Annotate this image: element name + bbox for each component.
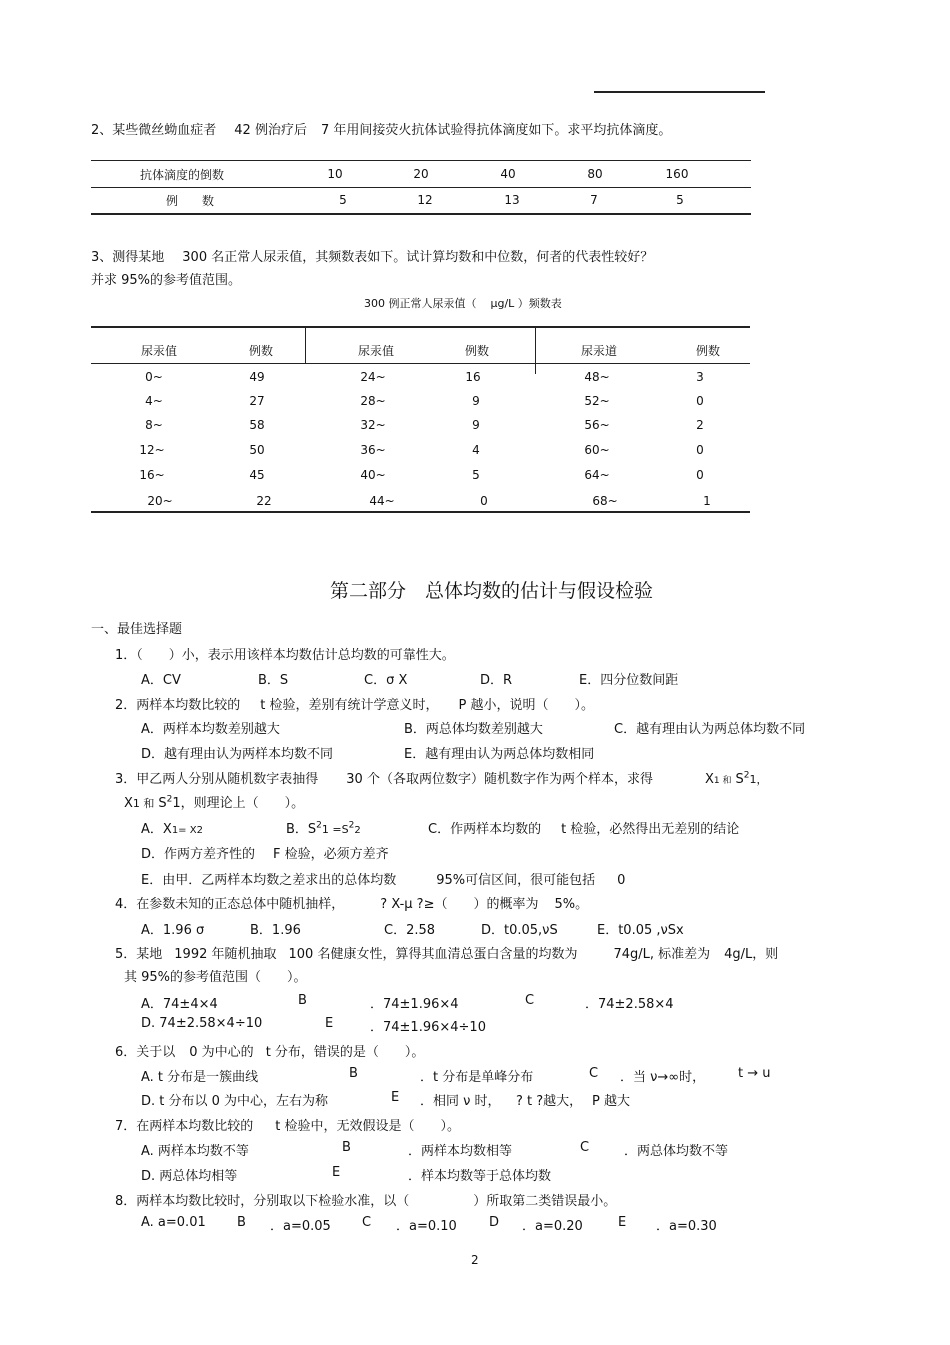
mcq-5-option-letter: C bbox=[525, 993, 535, 1008]
freq-cell: 4 bbox=[472, 443, 480, 457]
mcq-6-option-letter: E bbox=[391, 1090, 400, 1105]
mcq-8-option: ．a=0.20 bbox=[522, 1219, 583, 1234]
mcq-7-option: ．样本均数等于总体均数 bbox=[408, 1169, 552, 1184]
q2-row2-cell: 7 bbox=[590, 193, 598, 207]
freq-cell: 60~ bbox=[584, 443, 610, 457]
freq-cell: 0~ bbox=[145, 370, 163, 384]
freq-header: 尿汞值 bbox=[140, 344, 177, 358]
mcq-5-option-letter: E bbox=[325, 1016, 334, 1031]
mcq-5-option: A．74±4×4 bbox=[141, 997, 218, 1012]
q2-table-mid-rule bbox=[91, 187, 751, 188]
freq-cell: 58 bbox=[249, 418, 265, 432]
freq-cell: 3 bbox=[696, 370, 704, 384]
mcq-6-option-letter: C bbox=[589, 1066, 599, 1081]
freq-cell: 36~ bbox=[360, 443, 386, 457]
mcq-2-option: A．两样本均数差别越大 bbox=[141, 722, 280, 737]
freq-header: 例数 bbox=[464, 344, 489, 358]
mcq-5-option: ．74±1.96×4 bbox=[370, 997, 459, 1012]
mcq-6-option: ．相同 ν 时， bbox=[420, 1094, 501, 1109]
mcq-4-option: A．1.96 σ bbox=[141, 923, 205, 938]
mcq-8-option: ．a=0.10 bbox=[396, 1219, 457, 1234]
q3-line1: 3、测得某地 300 名正常人尿汞值，其频数表如下。试计算均数和中位数，何者的代表性较好？ bbox=[91, 250, 654, 265]
mcq-7-option: ．两总体均数不等 bbox=[624, 1144, 729, 1159]
freq-cell: 0 bbox=[696, 443, 704, 457]
freq-cell: 52~ bbox=[584, 394, 610, 408]
mcq-8-option: A. a=0.01 bbox=[141, 1215, 206, 1230]
mcq-3-line2: X1 和 $S^21$，则理论上（ ）。 bbox=[124, 794, 305, 811]
mcq-3-option-a: A．X1= X2 bbox=[141, 822, 203, 837]
freq-cell: 20~ bbox=[147, 494, 173, 508]
mcq-8-option-letter: B bbox=[237, 1215, 246, 1230]
mcq-8-option-letter: C bbox=[362, 1215, 372, 1230]
freq-table-header-rule bbox=[91, 363, 750, 364]
freq-cell: 68~ bbox=[592, 494, 618, 508]
mcq-1-option: A．CV bbox=[141, 673, 181, 688]
mcq-3-option-c: C．作两样本均数的 t 检验，必然得出无差别的结论 bbox=[428, 822, 740, 837]
freq-cell: 0 bbox=[480, 494, 488, 508]
freq-cell: 32~ bbox=[360, 418, 386, 432]
mcq-8-option: ．a=0.30 bbox=[656, 1219, 717, 1234]
mcq-5-option: ．74±2.58×4 bbox=[585, 997, 674, 1012]
q2-row2-cell: 5 bbox=[339, 193, 347, 207]
mcq-3-option-d: D．作两方差齐性的 F 检验，必须方差齐 bbox=[141, 847, 389, 862]
freq-cell: 22 bbox=[256, 494, 272, 508]
freq-cell: 45 bbox=[249, 468, 265, 482]
q2-row1-cell: 10 bbox=[327, 167, 343, 181]
freq-cell: 16 bbox=[465, 370, 481, 384]
q2-row2-cell: 5 bbox=[676, 193, 684, 207]
freq-cell: 40~ bbox=[360, 468, 386, 482]
mcq-6-option: A. t 分布是一簇曲线 bbox=[141, 1070, 259, 1085]
q2-row1-cell: 160 bbox=[665, 167, 689, 181]
q2-table-top-rule bbox=[91, 160, 751, 161]
q2-row2-cell: 13 bbox=[504, 193, 520, 207]
mcq-2-option: D．越有理由认为两样本均数不同 bbox=[141, 747, 334, 762]
freq-cell: 0 bbox=[696, 394, 704, 408]
mcq-5-option-letter: B bbox=[298, 993, 307, 1008]
mcq-4-option: C．2.58 bbox=[384, 923, 436, 938]
freq-cell: 8~ bbox=[145, 418, 163, 432]
freq-cell: 56~ bbox=[584, 418, 610, 432]
mcq-6-option: ．当 ν→∞时， bbox=[620, 1070, 706, 1085]
q2-row1-cell: 20 bbox=[413, 167, 429, 181]
top-rule bbox=[594, 91, 765, 93]
mcq-6-option-letter: B bbox=[349, 1066, 358, 1081]
freq-cell: 27 bbox=[249, 394, 265, 408]
mcq-1-option: C．σ X bbox=[364, 673, 408, 688]
freq-header: 例数 bbox=[248, 344, 273, 358]
q2-row2-label: 例 数 bbox=[166, 194, 215, 208]
freq-cell: 4~ bbox=[145, 394, 163, 408]
q2-row2-cell: 12 bbox=[417, 193, 433, 207]
q2-row1-cell: 80 bbox=[587, 167, 603, 181]
page-number: 2 bbox=[471, 1253, 479, 1267]
freq-header: 尿汞值 bbox=[357, 344, 394, 358]
mcq-1: 1．（ ）小，表示用该样本均数估计总均数的可靠性大。 bbox=[115, 648, 455, 663]
mcq-2-option: B．两总体均数差别越大 bbox=[404, 722, 543, 737]
mcq-5: 5．某地 1992 年随机抽取 100 名健康女性，算得其血清总蛋白含量的均数为 74g/L, 标准差为 4g/L，则 bbox=[115, 947, 779, 962]
freq-cell: 12~ bbox=[139, 443, 165, 457]
mcq-6: 6．关于以 0 为中心的 t 分布，错误的是（ ）。 bbox=[115, 1045, 425, 1060]
mcq-6-option: ．t 分布是单峰分布 bbox=[420, 1070, 534, 1085]
mcq-5-line2: 其 95%的参考值范围（ ）。 bbox=[124, 970, 307, 985]
section-heading: 一、最佳选择题 bbox=[91, 622, 183, 637]
mcq-1-option: E．四分位数间距 bbox=[579, 673, 679, 688]
freq-table-divider bbox=[535, 326, 536, 374]
mcq-6-option: D. t 分布以 0 为中心，左右为称 bbox=[141, 1094, 329, 1109]
freq-cell: 50 bbox=[249, 443, 265, 457]
mcq-7: 7．在两样本均数比较的 t 检验中，无效假设是（ ）。 bbox=[115, 1119, 461, 1134]
table-caption: 300 例正常人尿汞值（ μg/L ）频数表 bbox=[364, 297, 562, 310]
mcq-6-option: ? t ?越大， bbox=[516, 1094, 583, 1109]
mcq-7-option: ．两样本均数相等 bbox=[408, 1144, 513, 1159]
mcq-4-option: D．t0.05,νS bbox=[481, 923, 558, 938]
mcq-3-option-e: E．由甲．乙两样本均数之差求出的总体均数 95%可信区间，很可能包括 0 bbox=[141, 873, 626, 888]
mcq-2-option: E．越有理由认为两总体均数相同 bbox=[404, 747, 595, 762]
mcq-3: 3．甲乙两人分别从随机数字表抽得 30 个（各取两位数字）随机数字作为两个样本，求得 X1 和 $S^21$， bbox=[115, 770, 768, 787]
mcq-1-option: D．R bbox=[480, 673, 513, 688]
q2-row1-cell: 40 bbox=[500, 167, 516, 181]
q2-text: 2、某些微丝蚴血症者 42 例治疗后 7 年用间接荧火抗体试验得抗体滴度如下。求平均抗体滴度。 bbox=[91, 123, 672, 138]
mcq-8-option-letter: D bbox=[489, 1215, 500, 1230]
freq-cell: 28~ bbox=[360, 394, 386, 408]
freq-cell: 16~ bbox=[139, 468, 165, 482]
mcq-8-option: ．a=0.05 bbox=[270, 1219, 331, 1234]
freq-cell: 9 bbox=[472, 418, 480, 432]
freq-cell: 5 bbox=[472, 468, 480, 482]
part2-title: 第二部分 总体均数的估计与假设检验 bbox=[330, 580, 654, 602]
freq-cell: 1 bbox=[703, 494, 711, 508]
mcq-8: 8．两样本均数比较时，分别取以下检验水准，以（ ）所取第二类错误最小。 bbox=[115, 1194, 617, 1209]
mcq-6-option: t → u bbox=[738, 1066, 771, 1081]
freq-cell: 49 bbox=[249, 370, 265, 384]
freq-cell: 0 bbox=[696, 468, 704, 482]
freq-cell: 24~ bbox=[360, 370, 386, 384]
mcq-2-option: C．越有理由认为两总体均数不同 bbox=[614, 722, 806, 737]
q3-line2: 并求 95%的参考值范围。 bbox=[91, 273, 242, 288]
freq-table-top-rule bbox=[91, 326, 750, 328]
freq-cell: 48~ bbox=[584, 370, 610, 384]
mcq-7-option: D. 两总体均相等 bbox=[141, 1169, 238, 1184]
freq-cell: 64~ bbox=[584, 468, 610, 482]
mcq-4-option: B．1.96 bbox=[250, 923, 301, 938]
freq-table-divider bbox=[305, 326, 306, 364]
mcq-7-option: A. 两样本均数不等 bbox=[141, 1144, 249, 1159]
mcq-2: 2．两样本均数比较的 t 检验，差别有统计学意义时， P 越小，说明（ ）。 bbox=[115, 698, 594, 713]
mcq-7-option-letter: C bbox=[580, 1140, 590, 1155]
mcq-7-option-letter: B bbox=[342, 1140, 351, 1155]
freq-header: 尿汞道 bbox=[580, 344, 617, 358]
mcq-3-option-b: B．$S^21 =S^22$ bbox=[286, 820, 361, 837]
mcq-5-option: D. 74±2.58×4÷10 bbox=[141, 1016, 263, 1031]
freq-cell: 9 bbox=[472, 394, 480, 408]
q2-table-bottom-rule bbox=[91, 213, 751, 215]
freq-table-bottom-rule bbox=[91, 511, 750, 513]
q2-row1-label: 抗体滴度的倒数 bbox=[140, 168, 225, 182]
mcq-5-option: ．74±1.96×4÷10 bbox=[370, 1020, 486, 1035]
mcq-8-option-letter: E bbox=[618, 1215, 627, 1230]
freq-cell: 2 bbox=[696, 418, 704, 432]
freq-cell: 44~ bbox=[369, 494, 395, 508]
mcq-7-option-letter: E bbox=[332, 1165, 341, 1180]
mcq-1-option: B．S bbox=[258, 673, 289, 688]
mcq-4: 4．在参数未知的正态总体中随机抽样， ? X-μ ?≥（ ）的概率为 5%。 bbox=[115, 897, 589, 912]
mcq-4-option: E．t0.05 ,νSx bbox=[597, 923, 684, 938]
mcq-6-option: P 越大 bbox=[592, 1094, 630, 1109]
freq-header: 例数 bbox=[695, 344, 720, 358]
